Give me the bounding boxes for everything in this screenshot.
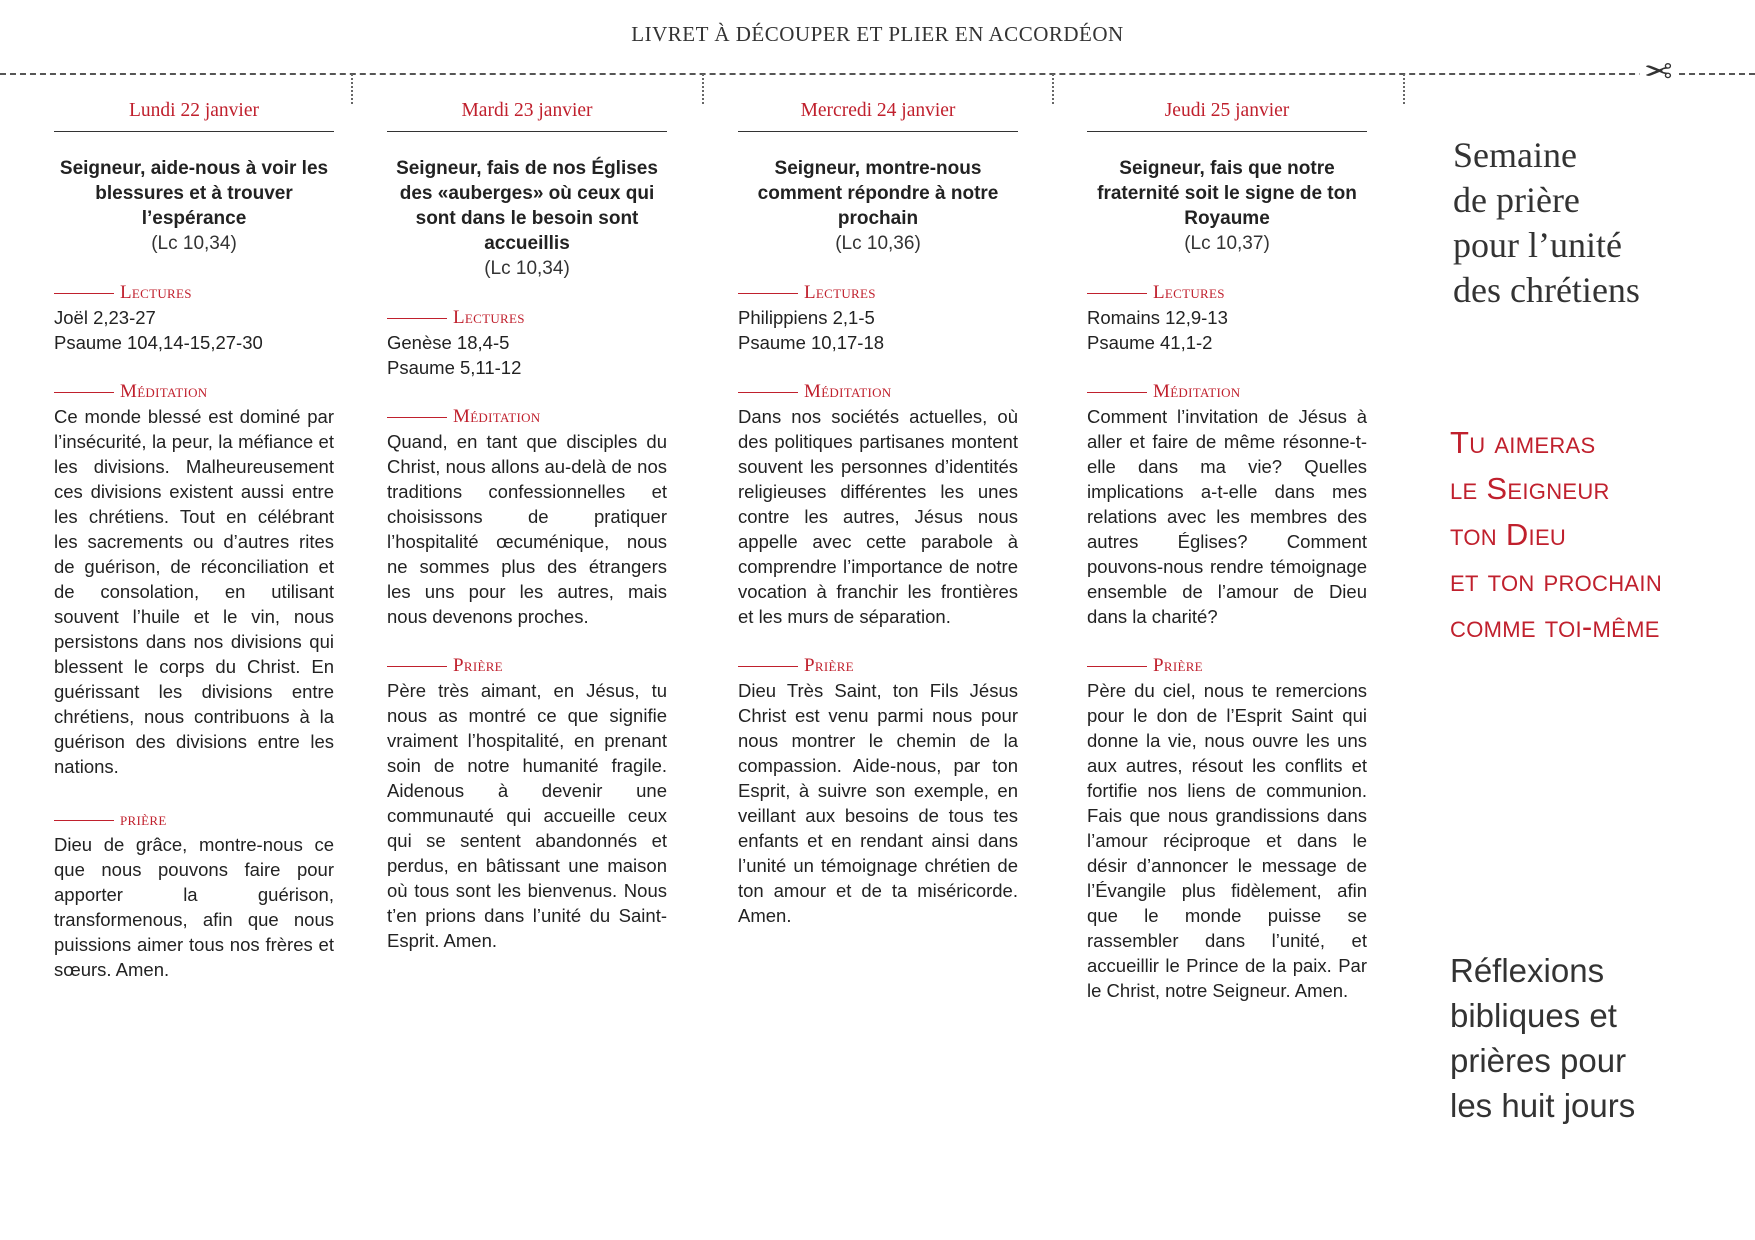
prayer-heading: Prière [387, 653, 667, 678]
reading-item: Genèse 18,4-5 [387, 332, 510, 353]
cover-motto-line: et ton prochain [1450, 563, 1663, 598]
prayer-text: Père très aimant, en Jésus, tu nous as montré ce que signifie vraiment l’hospitalité, en prenant soin de notre humanité fragile. Aidenous à devenir une communauté qui accueille ceux qui se sentent abandonnés et perdus, en bâtissant une maison où tous sont les bienvenus. Nous t’en prions dans l’unité du Saint-Esprit. Amen. [387, 680, 667, 951]
cover-motto-line: ton Dieu [1450, 517, 1567, 552]
cover-subtitle-line: les huit jours [1450, 1087, 1636, 1124]
meditation-text: Comment l’invitation de Jésus à aller et faire de même résonne-t-elle dans ma vie? Quelles implications a-t-elle dans mes relations avec les membres des autres Églises? Comment pouvons-nous rendre témoignage ensemble de l’amour de Dieu dans la charité? [1087, 406, 1367, 627]
cover-title-line: pour l’unité [1453, 225, 1622, 265]
readings-heading: Lectures [54, 280, 334, 305]
bible-reference: (Lc 10,34) [151, 233, 237, 254]
day-column-wednesday [738, 100, 1018, 928]
meditation-text: Dans nos sociétés actuelles, où des politiques partisanes montent souvent les personnes d’identités religieuses différentes les unes contre les autres, Jésus nous appelle avec cette parabole à comprendre l’importance de notre vocation à franchir les frontières et les murs de séparation. [738, 406, 1018, 627]
meditation-heading: Méditation [387, 404, 667, 429]
cover-title [1453, 133, 1743, 313]
reading-item: Psaume 5,11-12 [387, 357, 522, 378]
fold-line [351, 74, 353, 104]
day-column-monday [54, 100, 334, 982]
cover-subtitle-line: Réflexions [1450, 952, 1605, 989]
fold-line [1403, 74, 1405, 104]
bible-reference: (Lc 10,37) [1184, 233, 1270, 254]
day-column-tuesday [387, 100, 667, 953]
day-date: Mardi 23 janvier [387, 100, 667, 132]
cover-motto-line: le Seigneur [1450, 471, 1610, 506]
meditation-text: Ce monde blessé est dominé par l’insécurité, la peur, la méfiance et les divisions. Malheureusement ces divisions existent aussi entre les chrétiens. Tout en célébrant les sacrements ou d’autres rites de guérison, de réconciliation et de consolation, en utilisant souvent l’huile et le vin, nous persistons dans nos divisions qui blessent le corps du Christ. En guérissant les divisions entre chrétiens, nous contribuons à la guérison des divisions entre les nations. [54, 406, 334, 777]
readings-list [54, 305, 334, 355]
cover-subtitle-line: prières pour [1450, 1042, 1627, 1079]
cover-title-line: des chrétiens [1453, 270, 1640, 310]
cover-motto [1450, 420, 1750, 650]
cover-subtitle-line: bibliques et [1450, 997, 1617, 1034]
cover-subtitle [1450, 948, 1750, 1128]
bible-reference: (Lc 10,34) [484, 258, 570, 279]
reading-item: Psaume 41,1-2 [1087, 332, 1213, 353]
prayer-text: Père du ciel, nous te remercions pour le don de l’Esprit Saint qui donne la vie, nous ouvre les uns aux autres, résout les conflits et fortifie nos liens de communion. Fais que nous grandissions dans l’amour réciproque et dans le désir d’annoncer le message de l’Évangile plus fidèlement, afin que le monde puisse se rassembler dans l’unité, et accueillir le Prince de la paix. Par le Christ, notre Seigneur. Amen. [1087, 680, 1367, 1001]
readings-heading: Lectures [738, 280, 1018, 305]
meditation-heading: Méditation [54, 379, 334, 404]
cover-motto-line: Tu aimeras [1450, 425, 1596, 460]
readings-heading: Lectures [387, 305, 667, 330]
day-date: Mercredi 24 janvier [738, 100, 1018, 132]
reading-item: Psaume 104,14-15,27-30 [54, 332, 263, 353]
prayer-text: Dieu de grâce, montre-nous ce que nous pouvons faire pour apporter la guérison, transformenous, afin que nous puissions aimer tous nos frères et sœurs. Amen. [54, 834, 334, 980]
day-theme: Seigneur, fais que notre fraternité soit le signe de ton Royaume [1097, 158, 1357, 229]
fold-line [1052, 74, 1054, 104]
day-date: Lundi 22 janvier [54, 100, 334, 132]
cover-title-line: Semaine [1453, 135, 1577, 175]
booklet-header: LIVRET À DÉCOUPER ET PLIER EN ACCORDÉON [631, 22, 1124, 46]
prayer-heading: prière [54, 807, 334, 832]
day-theme: Seigneur, montre-nous comment répondre à notre prochain [757, 158, 999, 229]
day-theme: Seigneur, fais de nos Églises des «auberges» où ceux qui sont dans le besoin sont accueillis [396, 158, 658, 254]
scissors-icon: ✂ [1640, 55, 1677, 89]
cover-title-line: de prière [1453, 180, 1580, 220]
readings-list [387, 330, 667, 380]
meditation-text: Quand, en tant que disciples du Christ, nous allons au-delà de nos traditions confessionnelles et choisissons de pratiquer l’hospitalité œcuménique, nous ne sommes plus des étrangers les uns pour les autres, mais nous devenons proches. [387, 431, 667, 627]
day-column-thursday [1087, 100, 1367, 1003]
prayer-text: Dieu Très Saint, ton Fils Jésus Christ est venu parmi nous pour nous montrer le chemin de la compassion. Aide-nous, par ton Esprit, à suivre son exemple, en veillant aux besoins de tous tes enfants et en rendant ainsi dans l’unité un témoignage chrétien de ton amour et de ta miséricorde. Amen. [738, 680, 1018, 926]
day-date: Jeudi 25 janvier [1087, 100, 1367, 132]
cover-motto-line: comme toi-même [1450, 609, 1660, 644]
meditation-heading: Méditation [1087, 379, 1367, 404]
reading-item: Psaume 10,17-18 [738, 332, 885, 353]
prayer-heading: Prière [738, 653, 1018, 678]
fold-line [702, 74, 704, 104]
reading-item: Philippiens 2,1-5 [738, 307, 875, 328]
bible-reference: (Lc 10,36) [835, 233, 921, 254]
cut-line [0, 73, 1755, 75]
prayer-heading: Prière [1087, 653, 1367, 678]
readings-list [1087, 305, 1367, 355]
day-theme: Seigneur, aide-nous à voir les blessures et à trouver l’espérance [59, 158, 329, 229]
reading-item: Romains 12,9-13 [1087, 307, 1228, 328]
readings-heading: Lectures [1087, 280, 1367, 305]
readings-list [738, 305, 1018, 355]
reading-item: Joël 2,23-27 [54, 307, 156, 328]
meditation-heading: Méditation [738, 379, 1018, 404]
